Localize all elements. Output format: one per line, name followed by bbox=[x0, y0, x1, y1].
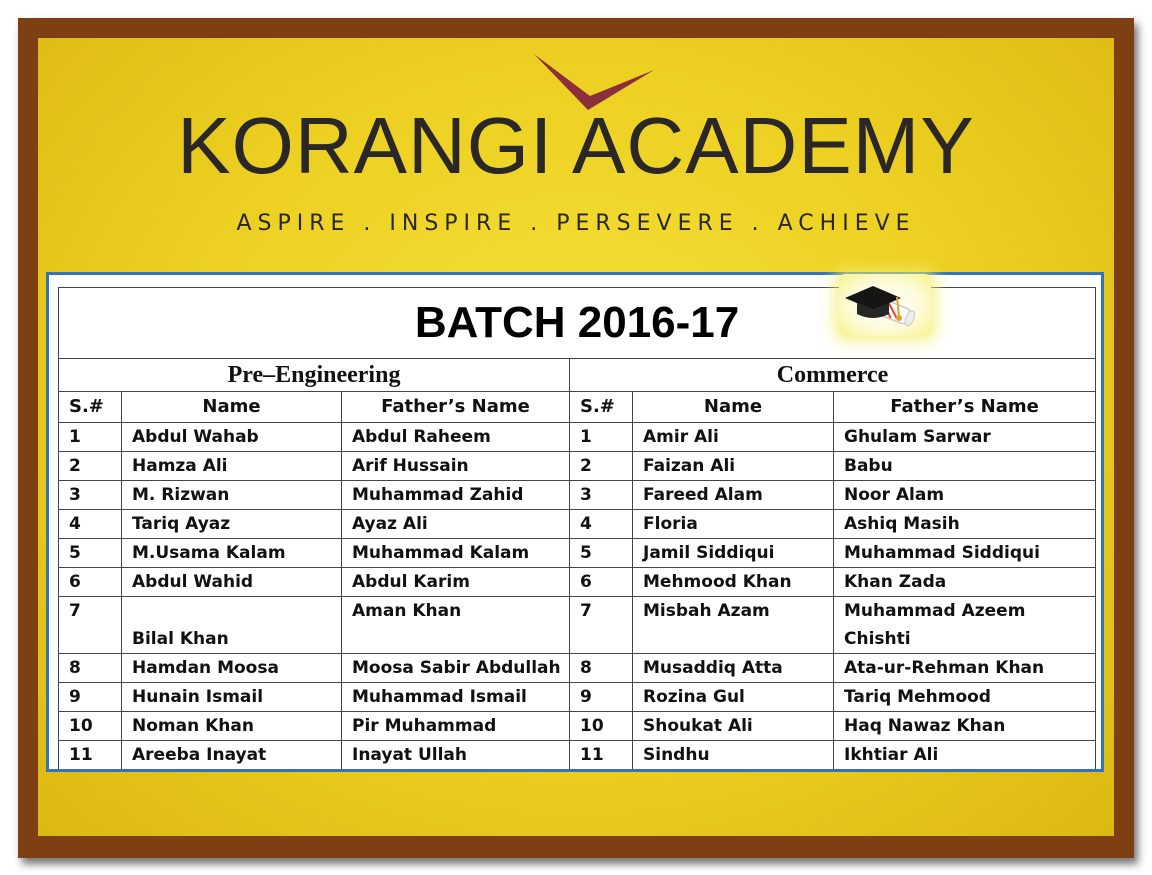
table-row bbox=[59, 510, 1096, 539]
column-header-sn: S.# bbox=[59, 392, 122, 423]
pre-engineering-name-text: Areeba Inayat bbox=[132, 745, 267, 765]
table-row bbox=[59, 568, 1096, 597]
pre-engineering-father-text: Arif Hussain bbox=[352, 456, 469, 476]
commerce-sn-text: 3 bbox=[580, 485, 592, 505]
commerce-name-text: Misbah Azam bbox=[643, 601, 770, 621]
commerce-sn bbox=[570, 539, 633, 568]
pre-engineering-sn-text: 11 bbox=[69, 745, 93, 765]
pre-engineering-father bbox=[342, 423, 570, 452]
commerce-father-text: Noor Alam bbox=[844, 485, 945, 505]
column-header-name: Name bbox=[633, 392, 834, 423]
pre-engineering-name-text: Abdul Wahid bbox=[132, 572, 254, 592]
commerce-father-text: Ata-ur-Rehman Khan bbox=[844, 658, 1045, 678]
graduation-cap-icon bbox=[839, 274, 931, 336]
pre-engineering-father bbox=[342, 654, 570, 683]
pre-engineering-sn bbox=[59, 510, 122, 539]
commerce-father bbox=[834, 597, 1096, 654]
commerce-sn-text: 7 bbox=[580, 601, 592, 621]
commerce-father-text: Khan Zada bbox=[844, 572, 947, 592]
pre-engineering-father bbox=[342, 568, 570, 597]
commerce-father-text: Tariq Mehmood bbox=[844, 687, 991, 707]
pre-engineering-sn bbox=[59, 654, 122, 683]
table-row bbox=[59, 654, 1096, 683]
pre-engineering-name bbox=[122, 510, 342, 539]
commerce-name bbox=[633, 741, 834, 770]
pre-engineering-sn bbox=[59, 568, 122, 597]
pre-engineering-name-text: Hamdan Moosa bbox=[132, 658, 279, 678]
commerce-father-text: Ashiq Masih bbox=[844, 514, 960, 534]
pre-engineering-father bbox=[342, 741, 570, 770]
batch-table-panel bbox=[46, 272, 1104, 772]
column-header-name: Name bbox=[122, 392, 342, 423]
commerce-sn bbox=[570, 423, 633, 452]
pre-engineering-father bbox=[342, 597, 570, 654]
pre-engineering-name bbox=[122, 481, 342, 510]
commerce-name bbox=[633, 568, 834, 597]
commerce-name bbox=[633, 597, 834, 654]
commerce-name-text: Mehmood Khan bbox=[643, 572, 792, 592]
pre-engineering-name bbox=[122, 654, 342, 683]
table-row bbox=[59, 683, 1096, 712]
commerce-father-text: Haq Nawaz Khan bbox=[844, 716, 1006, 736]
pre-engineering-father bbox=[342, 481, 570, 510]
commerce-father bbox=[834, 539, 1096, 568]
pre-engineering-name bbox=[122, 597, 342, 654]
pre-engineering-father-text: Muhammad Kalam bbox=[352, 543, 530, 563]
commerce-father bbox=[834, 683, 1096, 712]
table-row bbox=[59, 597, 1096, 654]
commerce-sn-text: 5 bbox=[580, 543, 592, 563]
pre-engineering-father bbox=[342, 683, 570, 712]
pre-engineering-name-text: Abdul Wahab bbox=[132, 427, 259, 447]
commerce-name-text: Faizan Ali bbox=[643, 456, 736, 476]
pre-engineering-sn-text: 10 bbox=[69, 716, 93, 736]
pre-engineering-sn-text: 7 bbox=[69, 601, 81, 621]
pre-engineering-sn bbox=[59, 712, 122, 741]
commerce-father bbox=[834, 654, 1096, 683]
commerce-sn-text: 9 bbox=[580, 687, 592, 707]
commerce-name-text: Floria bbox=[643, 514, 698, 534]
pre-engineering-name-text: Tariq Ayaz bbox=[132, 514, 231, 534]
commerce-sn bbox=[570, 683, 633, 712]
commerce-father bbox=[834, 712, 1096, 741]
pre-engineering-sn bbox=[59, 539, 122, 568]
pre-engineering-sn bbox=[59, 423, 122, 452]
commerce-name bbox=[633, 510, 834, 539]
commerce-sn bbox=[570, 741, 633, 770]
commerce-father bbox=[834, 481, 1096, 510]
pre-engineering-sn bbox=[59, 597, 122, 654]
pre-engineering-father-text: Muhammad Zahid bbox=[352, 485, 524, 505]
table-row bbox=[59, 481, 1096, 510]
column-header-father: Father’s Name bbox=[342, 392, 570, 423]
pre-engineering-name bbox=[122, 452, 342, 481]
pre-engineering-name bbox=[122, 539, 342, 568]
pre-engineering-sn bbox=[59, 481, 122, 510]
commerce-sn bbox=[570, 510, 633, 539]
commerce-father-text: Muhammad Azeem bbox=[844, 601, 1026, 621]
batch-table bbox=[58, 287, 1096, 769]
commerce-name bbox=[633, 539, 834, 568]
commerce-sn bbox=[570, 654, 633, 683]
pre-engineering-father-text: Inayat Ullah bbox=[352, 745, 468, 765]
pre-engineering-sn bbox=[59, 452, 122, 481]
pre-engineering-name-text: Bilal Khan bbox=[132, 629, 229, 649]
commerce-father-text: Ikhtiar Ali bbox=[844, 745, 939, 765]
pre-engineering-father bbox=[342, 539, 570, 568]
pre-engineering-sn bbox=[59, 741, 122, 770]
pre-engineering-father-text: Muhammad Ismail bbox=[352, 687, 527, 707]
commerce-sn-text: 2 bbox=[580, 456, 592, 476]
batch-title: BATCH 2016-17 bbox=[414, 298, 740, 347]
pre-engineering-name-text: M.Usama Kalam bbox=[132, 543, 286, 563]
commerce-name bbox=[633, 423, 834, 452]
commerce-name-text: Sindhu bbox=[643, 745, 710, 765]
pre-engineering-name-text: Hunain Ismail bbox=[132, 687, 264, 707]
commerce-name-text: Shoukat Ali bbox=[643, 716, 753, 736]
academy-tagline: ASPIRE . INSPIRE . PERSEVERE . ACHIEVE bbox=[236, 211, 916, 236]
pre-engineering-name bbox=[122, 712, 342, 741]
pre-engineering-sn-text: 9 bbox=[69, 687, 81, 707]
pre-engineering-name-text: M. Rizwan bbox=[132, 485, 230, 505]
commerce-sn-text: 1 bbox=[580, 427, 592, 447]
commerce-father-text: Babu bbox=[844, 456, 893, 476]
commerce-sn bbox=[570, 712, 633, 741]
pre-engineering-father-text: Pir Muhammad bbox=[352, 716, 497, 736]
commerce-name-text: Rozina Gul bbox=[643, 687, 745, 707]
commerce-sn-text: 6 bbox=[580, 572, 592, 592]
academy-logo: KORANGI ACADEMY bbox=[177, 101, 975, 190]
commerce-name bbox=[633, 654, 834, 683]
section-commerce: Commerce bbox=[570, 359, 1096, 392]
pre-engineering-father bbox=[342, 510, 570, 539]
commerce-name-text: Amir Ali bbox=[643, 427, 719, 447]
commerce-name-text: Fareed Alam bbox=[643, 485, 763, 505]
commerce-name-text: Jamil Siddiqui bbox=[643, 543, 775, 563]
pre-engineering-father-text: Aman Khan bbox=[352, 601, 462, 621]
column-header-father: Father’s Name bbox=[834, 392, 1096, 423]
commerce-sn-text: 4 bbox=[580, 514, 592, 534]
pre-engineering-sn-text: 3 bbox=[69, 485, 81, 505]
commerce-father-text: Ghulam Sarwar bbox=[844, 427, 991, 447]
commerce-father-text: Muhammad Siddiqui bbox=[844, 543, 1040, 563]
commerce-name bbox=[633, 683, 834, 712]
pre-engineering-name bbox=[122, 423, 342, 452]
pre-engineering-name bbox=[122, 741, 342, 770]
pre-engineering-father bbox=[342, 712, 570, 741]
pre-engineering-sn-text: 4 bbox=[69, 514, 81, 534]
commerce-sn bbox=[570, 481, 633, 510]
commerce-father bbox=[834, 510, 1096, 539]
column-header-sn: S.# bbox=[570, 392, 633, 423]
pre-engineering-sn-text: 6 bbox=[69, 572, 81, 592]
table-row bbox=[59, 712, 1096, 741]
pre-engineering-name bbox=[122, 683, 342, 712]
pre-engineering-sn-text: 5 bbox=[69, 543, 81, 563]
commerce-sn bbox=[570, 597, 633, 654]
commerce-name bbox=[633, 481, 834, 510]
pre-engineering-name bbox=[122, 568, 342, 597]
commerce-father bbox=[834, 452, 1096, 481]
table-title-cell bbox=[59, 288, 1096, 359]
commerce-sn bbox=[570, 568, 633, 597]
pre-engineering-sn-text: 1 bbox=[69, 427, 81, 447]
pre-engineering-name-text: Noman Khan bbox=[132, 716, 254, 736]
table-row bbox=[59, 423, 1096, 452]
commerce-sn-text: 8 bbox=[580, 658, 592, 678]
pre-engineering-father-text: Moosa Sabir Abdullah bbox=[352, 658, 561, 678]
commerce-father bbox=[834, 423, 1096, 452]
commerce-sn bbox=[570, 452, 633, 481]
pre-engineering-name-text: Hamza Ali bbox=[132, 456, 228, 476]
pre-engineering-father bbox=[342, 452, 570, 481]
pre-engineering-sn bbox=[59, 683, 122, 712]
commerce-father bbox=[834, 741, 1096, 770]
pre-engineering-sn-text: 2 bbox=[69, 456, 81, 476]
commerce-name-text: Musaddiq Atta bbox=[643, 658, 783, 678]
commerce-sn-text: 10 bbox=[580, 716, 604, 736]
commerce-sn-text: 11 bbox=[580, 745, 604, 765]
table-row bbox=[59, 539, 1096, 568]
commerce-name bbox=[633, 712, 834, 741]
pre-engineering-sn-text: 8 bbox=[69, 658, 81, 678]
table-row bbox=[59, 452, 1096, 481]
pre-engineering-father-text: Abdul Karim bbox=[352, 572, 470, 592]
section-pre-engineering: Pre–Engineering bbox=[59, 359, 570, 392]
table-row bbox=[59, 741, 1096, 770]
pre-engineering-father-text: Abdul Raheem bbox=[352, 427, 491, 447]
commerce-father bbox=[834, 568, 1096, 597]
commerce-father-line2: Chishti bbox=[844, 629, 911, 649]
commerce-name bbox=[633, 452, 834, 481]
pre-engineering-father-text: Ayaz Ali bbox=[352, 514, 428, 534]
